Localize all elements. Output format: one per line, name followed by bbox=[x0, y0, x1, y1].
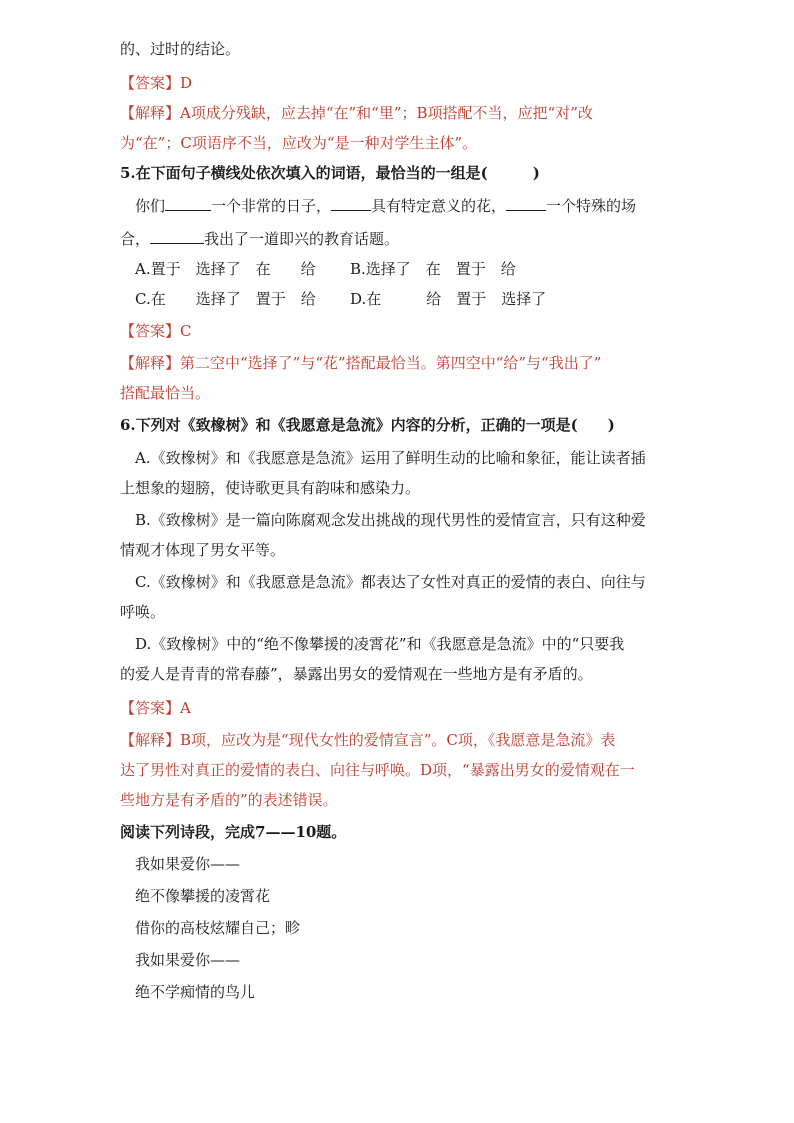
q4-answer bbox=[120, 72, 192, 94]
blank-1 bbox=[165, 196, 211, 211]
blank-4 bbox=[150, 229, 204, 244]
explain-text: B项，应改为是“现代女性的爱情宣言”。C项，《我愿意是急流》表 bbox=[180, 731, 616, 749]
answer-value: A bbox=[180, 699, 191, 717]
option-a: A.置于 选择了 在 给 bbox=[135, 260, 316, 278]
poem-line-2: 绝不像攀援的凌霄花 bbox=[135, 887, 271, 905]
explain-text: A项成分残缺，应去掉“在”和“里”；B项搭配不当，应把“对”改 bbox=[180, 104, 593, 122]
option-c: C.在 选择了 置于 给 bbox=[135, 290, 316, 308]
blank-3 bbox=[506, 196, 546, 211]
sentence-part: 我出了一道即兴的教育话题。 bbox=[204, 230, 400, 248]
q6-option-d-1: D.《致橡树》中的“绝不像攀援的凌霄花”和《我愿意是急流》中的“只要我 bbox=[135, 635, 625, 653]
poem-line-4: 我如果爱你—— bbox=[135, 951, 241, 969]
sentence-part: 一个特殊的场 bbox=[546, 197, 637, 215]
q6-explain-1 bbox=[120, 729, 615, 751]
answer-label: 【答案】 bbox=[120, 74, 181, 92]
option-d: D.在 给 置于 选择了 bbox=[350, 290, 547, 308]
q6-option-d-2: 的爱人是青青的常春藤”，暴露出男女的爱情观在一些地方是有矛盾的。 bbox=[120, 665, 593, 683]
poem-line-3 bbox=[135, 917, 300, 939]
q6-explain-2: 达了男性对真正的爱情的表白、向往与呼唤。D项，“暴露出男女的爱情观在一 bbox=[120, 761, 635, 779]
q6-stem: 6.下列对《致橡树》和《我愿意是急流》内容的分析，正确的一项是( ) bbox=[120, 416, 615, 434]
q6-explain-3: 些地方是有矛盾的”的表述错误。 bbox=[120, 791, 338, 809]
q6-option-b-1: B.《致橡树》是一篇向陈腐观念发出挑战的现代男性的爱情宣言，只有这种爱 bbox=[135, 511, 646, 529]
sentence-part: 一个非常的日子， bbox=[211, 197, 332, 215]
explain-label: 【解释】 bbox=[120, 104, 181, 122]
blank-2 bbox=[331, 196, 371, 211]
sentence-part: 合， bbox=[120, 230, 151, 248]
answer-value: C bbox=[180, 322, 192, 340]
q5-sentence-2 bbox=[120, 228, 399, 250]
q5-options-1 bbox=[135, 258, 516, 280]
answer-label: 【答案】 bbox=[120, 699, 181, 717]
q6-option-c-2: 呼唤。 bbox=[120, 603, 166, 621]
explain-label: 【解释】 bbox=[120, 354, 181, 372]
reading-instruction: 阅读下列诗段，完成7——10题。 bbox=[120, 823, 347, 841]
q6-option-a-1: A.《致橡树》和《我愿意是急流》运用了鲜明生动的比喻和象征，能让读者插 bbox=[135, 449, 646, 467]
poem-line-5: 绝不学痴情的鸟儿 bbox=[135, 983, 256, 1001]
q4-explain-2: 为“在”；C项语序不当，应改为“是一种对学生主体”。 bbox=[120, 134, 478, 152]
q5-options-2 bbox=[135, 288, 546, 310]
option-b: B.选择了 在 置于 给 bbox=[350, 260, 516, 278]
explain-label: 【解释】 bbox=[120, 731, 181, 749]
q4-explain-1 bbox=[120, 102, 593, 124]
q6-option-b-2: 情观才体现了男女平等。 bbox=[120, 541, 286, 559]
explain-text: 第二空中“选择了”与“花”搭配最恰当。第四空中“给”与“我出了” bbox=[180, 354, 602, 372]
intro-tail: 的、过时的结论。 bbox=[120, 40, 241, 58]
q5-explain-1 bbox=[120, 352, 601, 374]
q5-answer bbox=[120, 320, 192, 342]
poem-line-text: 借你的高枝炫耀自己； bbox=[135, 919, 286, 937]
sentence-part: 你们 bbox=[135, 197, 166, 215]
q5-explain-2: 搭配最恰当。 bbox=[120, 384, 211, 402]
q6-option-a-2: 上想象的翅膀，使诗歌更具有韵味和感染力。 bbox=[120, 479, 421, 497]
stray-char: 畛 bbox=[285, 919, 301, 937]
q5-sentence-1 bbox=[135, 195, 636, 217]
answer-label: 【答案】 bbox=[120, 322, 181, 340]
q5-stem: 5.在下面句子横线处依次填入的词语，最恰当的一组是( ) bbox=[120, 164, 540, 182]
sentence-part: 具有特定意义的花， bbox=[371, 197, 507, 215]
poem-line-1: 我如果爱你—— bbox=[135, 855, 241, 873]
answer-value: D bbox=[180, 74, 193, 92]
q6-answer bbox=[120, 697, 191, 719]
q6-option-c-1: C.《致橡树》和《我愿意是急流》都表达了女性对真正的爱情的表白、向往与 bbox=[135, 573, 646, 591]
